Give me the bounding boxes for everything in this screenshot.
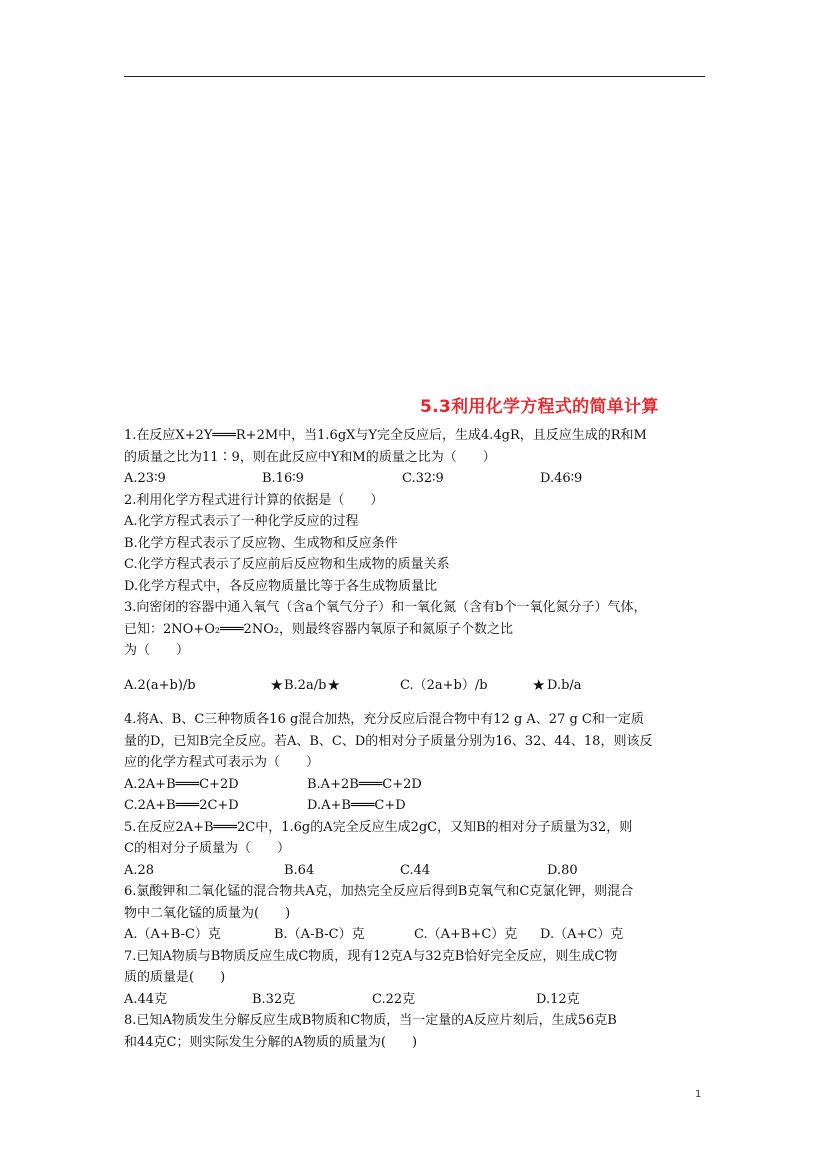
q7-option-c: C.22克 [372,991,416,1007]
q6-stem-line2: 物中二氧化锰的质量为( ) [124,905,291,921]
q4-option-b: B.A+2B═══C+2D [307,776,422,792]
q8-stem-line1: 8.已知A物质发生分解反应生成B物质和C物质，当一定量的A反应片刻后，生成56克B [124,1013,617,1028]
q5-options [124,860,714,882]
q8-stem-line2: 和44克C；则实际发生分解的A物质的质量为( ) [124,1034,418,1050]
q4-options-row1 [124,774,714,796]
q5-option-b: B.64 [284,862,315,878]
q6-option-c: C.（A+B+C）克 [414,927,518,942]
q3-stem-line1: 3.向密闭的容器中通入氧气（含a个氧气分子）和一氧化氮（含有b个一氧化氮分子）气体， [124,600,647,615]
q2-option-c: C.化学方程式表示了反应前后反应物和生成物的质量关系 [124,557,450,572]
q5-stem-line2: C的相对分子质量为（ ） [124,841,290,856]
q6-option-a: A.（A+B-C）克 [124,927,221,942]
q1-stem-line1: 1.在反应X+2Y═══R+2M中，当1.6gX与Y完全反应后，生成4.4gR，且反应生成的R和M [124,428,647,443]
q7-stem-line2: 质的质量是( ) [124,970,226,985]
star-icon: ★ [270,675,284,694]
star-icon: ★ [532,675,546,694]
question-list [124,425,714,1053]
q4-stem-line2: 量的D，已知B完全反应。若A、B、C、D的相对分子质量分别为16、32、44、18，则该反 [124,733,653,749]
q1-options [124,468,714,490]
q4-option-a: A.2A+B═══C+2D [124,776,239,792]
q3-stem-line3: 为（ ） [124,643,190,658]
q3-option-a: A.2(a+b)/b [124,677,196,693]
q3-stem-line2: 已知：2NO+O₂═══2NO₂，则最终容器内氧原子和氮原子个数之比 [124,621,514,637]
q6-stem-line1: 6.氯酸钾和二氧化锰的混合物共A克，加热完全反应后得到B克氧气和C克氯化钾，则混合 [124,884,634,899]
q4-option-c: C.2A+B═══2C+D [124,798,239,813]
q5-stem-line1: 5.在反应2A+B═══2C中，1.6g的A完全反应生成2gC，又知B的相对分子质量为32，则 [124,819,633,835]
q5-option-d: D.80 [547,862,578,878]
q1-option-d: D.46∶9 [540,471,583,486]
q6-option-d: D.（A+C）克 [540,927,624,942]
q1-option-c: C.32∶9 [402,471,444,486]
q7-stem-line1: 7.已知A物质与B物质反应生成C物质，现有12克A与32克B恰好完全反应，则生成C物 [124,948,618,964]
q7-options [124,989,714,1011]
star-icon: ★ [327,675,341,694]
q5-option-c: C.44 [400,862,431,878]
q7-option-a: A.44克 [124,991,168,1007]
q3-options [124,675,714,697]
q1-option-b: B.16∶9 [262,471,304,486]
q1-option-a: A.23∶9 [124,471,166,486]
q4-option-d: D.A+B═══C+D [307,798,406,813]
q6-options [124,924,714,946]
q2-option-a: A.化学方程式表示了一种化学反应的过程 [124,514,359,529]
q7-option-b: B.32克 [252,991,296,1007]
q3-option-b: B.2a/b [284,677,327,693]
q4-stem-line3: 应的化学方程式可表示为（ ） [124,755,320,770]
q2-option-b: B.化学方程式表示了反应物、生成物和反应条件 [124,535,398,551]
q3-option-d: D.b/a [547,677,582,693]
header-rule [124,76,705,77]
q5-option-a: A.28 [124,862,155,878]
q7-option-d: D.12克 [536,991,580,1007]
q2-option-d: D.化学方程式中，各反应物质量比等于各生成物质量比 [124,578,438,594]
q1-stem-line2: 的质量之比为11∶9，则在此反应中Y和M的质量之比为（ ） [124,449,496,465]
q6-option-b: B.（A-B-C）克 [274,927,365,942]
q4-stem-line1: 4.将A、B、C三种物质各16 g混合加热，充分反应后混合物中有12 g A、27 g C和一定质 [124,712,644,727]
page-number: 1 [695,1089,702,1100]
page-title: 5.3利用化学方程式的简单计算 [420,397,659,417]
q4-options-row2 [124,795,714,817]
q2-stem: 2.利用化学方程式进行计算的依据是（ ） [124,492,384,508]
q3-option-c: C.（2a+b）/b [400,677,488,693]
